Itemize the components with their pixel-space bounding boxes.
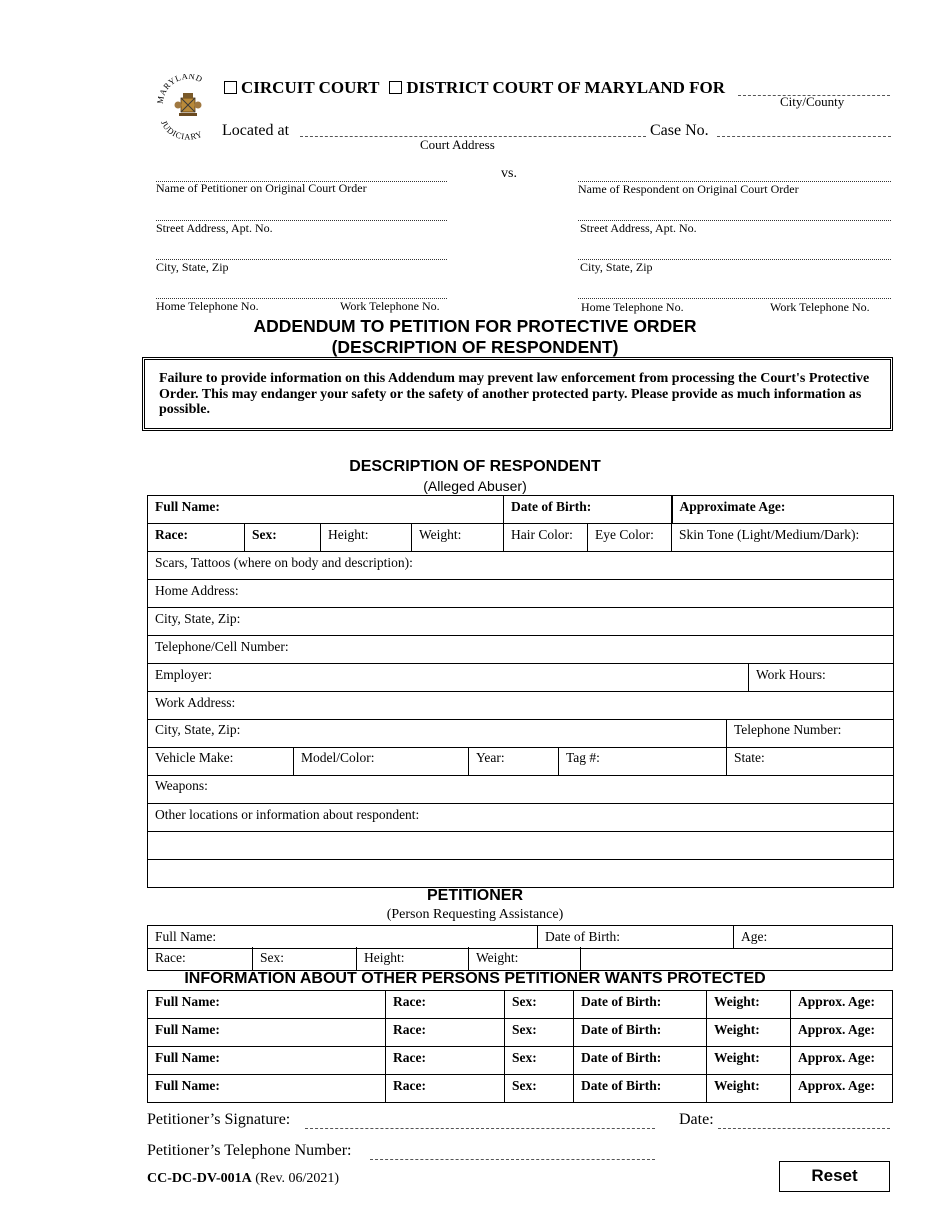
others-heading: INFORMATION ABOUT OTHER PERSONS PETITIONER WANTS PROTECTED xyxy=(184,970,766,987)
maryland-judiciary-seal xyxy=(157,74,219,144)
pet-dob-cell[interactable] xyxy=(538,926,734,949)
resp-other-label: Other locations or information about respondent: xyxy=(155,806,420,822)
resp-approx-age-label: Approximate Age: xyxy=(679,499,786,514)
others-age-cell[interactable] xyxy=(791,1075,893,1103)
others-age-label: Approx. Age: xyxy=(798,1078,876,1093)
resp-full-name-label: Full Name: xyxy=(155,499,220,514)
respondent-city-caption: City, State, Zip xyxy=(580,260,653,274)
resp-hair-cell[interactable] xyxy=(504,524,588,552)
district-court-checkbox[interactable] xyxy=(389,81,402,94)
resp-dob-label: Date of Birth: xyxy=(511,499,592,514)
date-field[interactable] xyxy=(718,1128,890,1129)
resp-state-label: State: xyxy=(734,750,765,765)
form-title-line2: (DESCRIPTION OF RESPONDENT) xyxy=(331,337,619,357)
others-race-label: Race: xyxy=(393,1022,426,1037)
resp-phone-label: Telephone/Cell Number: xyxy=(155,639,289,654)
respondent-phone-field[interactable] xyxy=(578,298,891,299)
petitioner-telephone-field[interactable] xyxy=(370,1159,655,1160)
pet-full-name-cell[interactable] xyxy=(148,926,538,949)
others-race-cell[interactable] xyxy=(386,991,505,1019)
pet-weight-label: Weight: xyxy=(476,950,519,965)
petitioner-city-caption: City, State, Zip xyxy=(156,260,229,274)
others-weight-label: Weight: xyxy=(714,1050,760,1065)
resp-work-hours-cell[interactable] xyxy=(749,664,894,692)
resp-scars-cell[interactable] xyxy=(148,552,894,580)
others-weight-label: Weight: xyxy=(714,1078,760,1093)
seal-icon xyxy=(157,74,219,144)
resp-city-cell[interactable] xyxy=(148,608,894,636)
others-sex-cell[interactable] xyxy=(505,1075,574,1103)
signature-label: Petitioner’s Signature: xyxy=(147,1111,291,1128)
respondent-home-phone-caption: Home Telephone No. xyxy=(581,300,684,314)
petitioner-table xyxy=(147,925,893,949)
resp-year-label: Year: xyxy=(476,750,505,765)
resp-employer-cell[interactable] xyxy=(148,664,749,692)
resp-sex-label: Sex: xyxy=(252,527,277,542)
pet-extra-cell[interactable] xyxy=(581,947,893,970)
resp-work-city-label: City, State, Zip: xyxy=(155,722,241,737)
pet-full-name-label: Full Name: xyxy=(155,929,217,944)
resp-employer-label: Employer: xyxy=(155,667,212,682)
pet-age-cell[interactable] xyxy=(734,926,893,949)
date-label: Date: xyxy=(679,1111,714,1128)
petitioner-home-phone-caption: Home Telephone No. xyxy=(156,299,259,313)
form-code: CC-DC-DV-001A xyxy=(147,1171,252,1186)
petitioner-heading: PETITIONER xyxy=(426,887,523,904)
respondent-employment-table xyxy=(147,663,894,720)
others-full-name-cell[interactable] xyxy=(148,1075,386,1103)
petitioner-work-phone-caption: Work Telephone No. xyxy=(340,299,440,313)
others-age-label: Approx. Age: xyxy=(798,1022,876,1037)
resp-height-cell[interactable] xyxy=(321,524,412,552)
resp-work-address-cell[interactable] xyxy=(148,692,894,720)
petitioner-table-2 xyxy=(147,947,893,971)
notice-text: Failure to provide information on this Addendum may prevent law enforcement from processing the Court's Protective Order. This may endanger your safety or the safety of another protected party. Please provide as much information as possible. xyxy=(159,371,870,417)
others-sex-label: Sex: xyxy=(512,1050,537,1065)
resp-tag-cell[interactable] xyxy=(559,747,727,775)
resp-eye-cell[interactable] xyxy=(588,524,672,552)
others-dob-cell[interactable] xyxy=(574,1047,707,1075)
others-weight-label: Weight: xyxy=(714,994,760,1009)
others-age-cell[interactable] xyxy=(791,1019,893,1047)
others-weight-cell[interactable] xyxy=(707,1019,791,1047)
resp-model-color-cell[interactable] xyxy=(294,747,469,775)
respondent-heading: DESCRIPTION OF RESPONDENT xyxy=(349,458,601,475)
resp-other-line-1[interactable] xyxy=(148,831,894,859)
pet-race-cell[interactable] xyxy=(148,947,253,970)
district-court-label: DISTRICT COURT OF MARYLAND FOR xyxy=(406,78,726,97)
resp-weapons-cell[interactable] xyxy=(148,775,894,803)
form-revision: (Rev. 06/2021) xyxy=(255,1171,340,1186)
others-row xyxy=(148,1019,893,1047)
resp-home-address-label: Home Address: xyxy=(155,583,239,598)
respondent-street-caption: Street Address, Apt. No. xyxy=(580,221,697,235)
resp-full-name-cell[interactable] xyxy=(148,496,504,524)
resp-model-color-label: Model/Color: xyxy=(301,750,375,765)
respondent-vehicle-table xyxy=(147,747,894,776)
others-sex-cell[interactable] xyxy=(505,1019,574,1047)
resp-height-label: Height: xyxy=(328,527,369,542)
resp-race-cell[interactable] xyxy=(148,524,245,552)
others-age-cell[interactable] xyxy=(791,991,893,1019)
respondent-table xyxy=(147,495,894,664)
pet-race-label: Race: xyxy=(155,950,186,965)
respondent-work-city-table xyxy=(147,719,894,748)
others-dob-cell[interactable] xyxy=(574,1019,707,1047)
others-dob-label: Date of Birth: xyxy=(581,994,662,1009)
others-dob-cell[interactable] xyxy=(574,991,707,1019)
reset-button[interactable] xyxy=(779,1161,890,1192)
pet-height-label: Height: xyxy=(364,950,405,965)
pet-weight-cell[interactable] xyxy=(469,947,581,970)
resp-phone-cell[interactable] xyxy=(148,636,894,664)
others-race-label: Race: xyxy=(393,1078,426,1093)
city-county-caption: City/County xyxy=(780,94,845,109)
resp-work-hours-label: Work Hours: xyxy=(756,667,826,682)
others-row xyxy=(148,991,893,1019)
form-title-line1: ADDENDUM TO PETITION FOR PROTECTIVE ORDER xyxy=(253,316,697,336)
others-race-label: Race: xyxy=(393,994,426,1009)
resp-dob-cell[interactable] xyxy=(504,496,672,524)
case-no-field[interactable] xyxy=(717,136,891,137)
resp-work-phone-label: Telephone Number: xyxy=(734,722,842,737)
others-sex-cell[interactable] xyxy=(505,991,574,1019)
others-dob-cell[interactable] xyxy=(574,1075,707,1103)
circuit-court-label: CIRCUIT COURT xyxy=(241,78,380,97)
others-full-name-label: Full Name: xyxy=(155,1078,220,1093)
others-race-cell[interactable] xyxy=(386,1075,505,1103)
resp-eye-label: Eye Color: xyxy=(595,527,654,542)
petitioner-name-caption: Name of Petitioner on Original Court Order xyxy=(156,181,367,195)
pet-age-label: Age: xyxy=(741,929,768,944)
others-table xyxy=(147,990,893,1103)
others-sex-cell[interactable] xyxy=(505,1047,574,1075)
resp-work-address-label: Work Address: xyxy=(155,695,236,710)
resp-work-phone-cell[interactable] xyxy=(727,719,894,747)
others-full-name-label: Full Name: xyxy=(155,1050,220,1065)
others-age-label: Approx. Age: xyxy=(798,1050,876,1065)
case-no-label: Case No. xyxy=(650,122,709,139)
respondent-subheading: (Alleged Abuser) xyxy=(423,478,527,494)
circuit-court-checkbox[interactable] xyxy=(224,81,237,94)
located-at-label: Located at xyxy=(222,122,290,139)
others-full-name-cell[interactable] xyxy=(148,1019,386,1047)
resp-scars-label: Scars, Tattoos (where on body and description): xyxy=(155,555,413,570)
resp-skin-label: Skin Tone (Light/Medium/Dark): xyxy=(679,527,860,542)
pet-sex-cell[interactable] xyxy=(253,947,357,970)
others-age-label: Approx. Age: xyxy=(798,994,876,1009)
resp-work-city-cell[interactable] xyxy=(148,719,727,747)
resp-race-label: Race: xyxy=(155,527,188,542)
others-row xyxy=(148,1075,893,1103)
petitioner-street-caption: Street Address, Apt. No. xyxy=(156,221,273,235)
others-full-name-cell[interactable] xyxy=(148,991,386,1019)
resp-state-cell[interactable] xyxy=(727,747,894,775)
resp-vehicle-make-label: Vehicle Make: xyxy=(155,750,234,765)
others-weight-cell[interactable] xyxy=(707,1047,791,1075)
signature-field[interactable] xyxy=(305,1128,655,1129)
svg-text:JUDICIARY xyxy=(159,119,204,142)
others-race-cell[interactable] xyxy=(386,1047,505,1075)
pet-height-cell[interactable] xyxy=(357,947,469,970)
resp-skin-cell[interactable] xyxy=(672,524,894,552)
court-address-caption: Court Address xyxy=(420,137,495,152)
resp-weight-label: Weight: xyxy=(419,527,462,542)
others-dob-label: Date of Birth: xyxy=(581,1078,662,1093)
respondent-work-phone-caption: Work Telephone No. xyxy=(770,300,870,314)
others-weight-cell[interactable] xyxy=(707,991,791,1019)
others-sex-label: Sex: xyxy=(512,1022,537,1037)
resp-city-label: City, State, Zip: xyxy=(155,611,241,626)
petitioner-telephone-label: Petitioner’s Telephone Number: xyxy=(147,1142,352,1159)
resp-approx-age-cell[interactable] xyxy=(672,496,894,524)
resp-weapons-label: Weapons: xyxy=(155,778,208,793)
others-race-label: Race: xyxy=(393,1050,426,1065)
others-full-name-cell[interactable] xyxy=(148,1047,386,1075)
resp-vehicle-make-cell[interactable] xyxy=(148,747,294,775)
resp-home-address-cell[interactable] xyxy=(148,580,894,608)
seal-bottom-text: JUDICIARY xyxy=(159,118,204,142)
others-race-cell[interactable] xyxy=(386,1019,505,1047)
resp-tag-label: Tag #: xyxy=(566,750,600,765)
respondent-other-table xyxy=(147,775,894,888)
resp-weight-cell[interactable] xyxy=(412,524,504,552)
resp-hair-label: Hair Color: xyxy=(511,527,573,542)
notice-box xyxy=(142,357,893,431)
others-full-name-label: Full Name: xyxy=(155,1022,220,1037)
others-weight-cell[interactable] xyxy=(707,1075,791,1103)
vs-label: vs. xyxy=(501,166,517,181)
resp-other-cell[interactable] xyxy=(148,803,894,831)
others-full-name-label: Full Name: xyxy=(155,994,220,1009)
resp-other-line-2[interactable] xyxy=(148,859,894,887)
others-dob-label: Date of Birth: xyxy=(581,1022,662,1037)
others-row xyxy=(148,1047,893,1075)
others-dob-label: Date of Birth: xyxy=(581,1050,662,1065)
reset-button-label: Reset xyxy=(811,1166,858,1185)
pet-sex-label: Sex: xyxy=(260,950,285,965)
others-sex-label: Sex: xyxy=(512,994,537,1009)
resp-year-cell[interactable] xyxy=(469,747,559,775)
others-sex-label: Sex: xyxy=(512,1078,537,1093)
resp-sex-cell[interactable] xyxy=(245,524,321,552)
pet-dob-label: Date of Birth: xyxy=(545,929,620,944)
respondent-name-caption: Name of Respondent on Original Court Order xyxy=(578,182,799,196)
seal-top-text: ARYLAND xyxy=(157,74,205,97)
petitioner-subheading: (Person Requesting Assistance) xyxy=(386,907,564,922)
others-weight-label: Weight: xyxy=(714,1022,760,1037)
others-age-cell[interactable] xyxy=(791,1047,893,1075)
